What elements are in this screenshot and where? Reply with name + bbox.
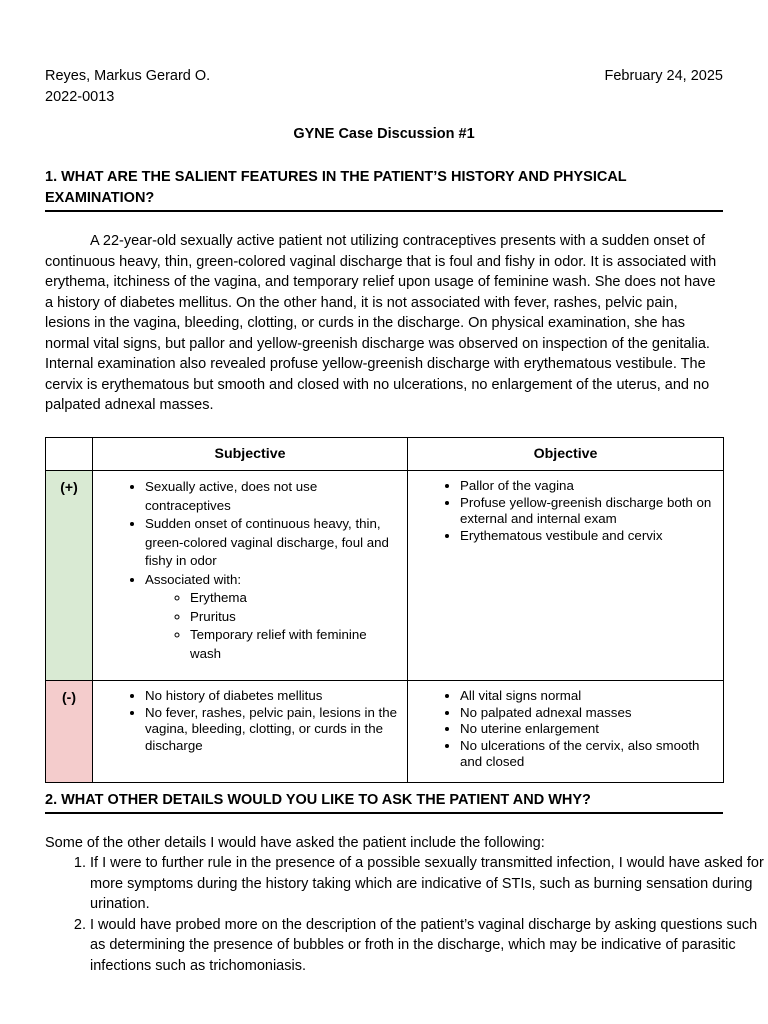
list-item: • Profuse yellow-greenish discharge both on external and internal exam xyxy=(460,495,716,528)
objective-header: Objective xyxy=(408,438,724,471)
list-item: • No uterine enlargement xyxy=(460,721,716,738)
list-item: 1. If I were to further rule in the presence of a possible sexually transmitted infection, I would have asked for more symptoms during the history taking which are indicative of STIs, such as burning sensation during urination. xyxy=(90,853,768,915)
student-id: 2022-0013 xyxy=(45,89,115,105)
section-1-heading: 1. WHAT ARE THE SALIENT FEATURES IN THE PATIENT’S HISTORY AND PHYSICAL EXAMINATION? xyxy=(45,167,723,212)
section-1-paragraph: A 22-year-old sexually active patient not utilizing contraceptives presents with a sudden onset of continuous heavy, thin, green-colored vaginal discharge that is foul and fishy in odor. It is associated with erythema, itchiness of the vagina, and temporary relief upon usage of feminine wash. She does not have a history of diabetes mellitus. On the other hand, it is not associated with fever, rashes, pelvic pain, lesions in the vagina, bleeding, clotting, or curds in the discharge. On physical examination, she has normal vital signs, but pallor and yellow-greenish discharge was observed on inspection of the genitalia. Internal examination also revealed profuse yellow-greenish discharge with erythematous vestibule. The cervix is erythematous but smooth and closed with no ulcerations, no enlargement of the uterus, and no palpated adnexal masses. xyxy=(45,233,717,413)
list-item: • Pallor of the vagina xyxy=(460,478,716,495)
positive-objective-cell xyxy=(408,471,724,681)
sub-list-item: ◦ Temporary relief with feminine wash xyxy=(190,626,400,663)
subjective-objective-table xyxy=(45,437,724,783)
list-item: • No fever, rashes, pelvic pain, lesions in the vagina, bleeding, clotting, or curds in the discharge xyxy=(145,705,400,755)
sub-list-item: ◦ Pruritus xyxy=(190,608,400,627)
negative-subjective-cell xyxy=(93,681,408,783)
list-item: • Sexually active, does not use contraceptives xyxy=(145,478,400,515)
section-2-heading: 2. WHAT OTHER DETAILS WOULD YOU LIKE TO ASK THE PATIENT AND WHY? xyxy=(45,790,723,814)
associated-sublist xyxy=(145,589,400,663)
list-item: • No ulcerations of the cervix, also smooth and closed xyxy=(460,738,716,771)
list-item: • No palpated adnexal masses xyxy=(460,705,716,722)
sub-list-item: ◦ Erythema xyxy=(190,589,400,608)
positive-subjective-cell xyxy=(93,471,408,681)
list-item: • Sudden onset of continuous heavy, thin, green-colored vaginal discharge, foul and fishy in odor xyxy=(145,515,400,571)
document-date: February 24, 2025 xyxy=(604,68,723,84)
author-block xyxy=(45,66,210,108)
details-list xyxy=(45,853,768,976)
list-item: • No history of diabetes mellitus xyxy=(145,688,400,705)
table-row-negative xyxy=(46,681,724,783)
positive-label: (+) xyxy=(46,471,93,681)
list-item: • All vital signs normal xyxy=(460,688,716,705)
table-corner-cell xyxy=(46,438,93,471)
section-2-intro: Some of the other details I would have asked the patient include the following: xyxy=(45,835,545,851)
author-name: Reyes, Markus Gerard O. xyxy=(45,68,211,84)
negative-objective-cell xyxy=(408,681,724,783)
document-title: GYNE Case Discussion #1 xyxy=(293,126,475,142)
table-row-positive xyxy=(46,471,724,681)
list-item xyxy=(145,571,400,664)
list-item: • Erythematous vestibule and cervix xyxy=(460,528,716,545)
subjective-header: Subjective xyxy=(93,438,408,471)
list-item: 2. I would have probed more on the description of the patient’s vaginal discharge by asking questions such as determining the presence of bubbles or froth in the discharge, which may be indicative of parasitic infections such as trichomoniasis. xyxy=(90,915,768,977)
table-header-row xyxy=(46,438,724,471)
negative-label: (-) xyxy=(46,681,93,783)
associated-with-label: Associated with: xyxy=(145,571,242,587)
